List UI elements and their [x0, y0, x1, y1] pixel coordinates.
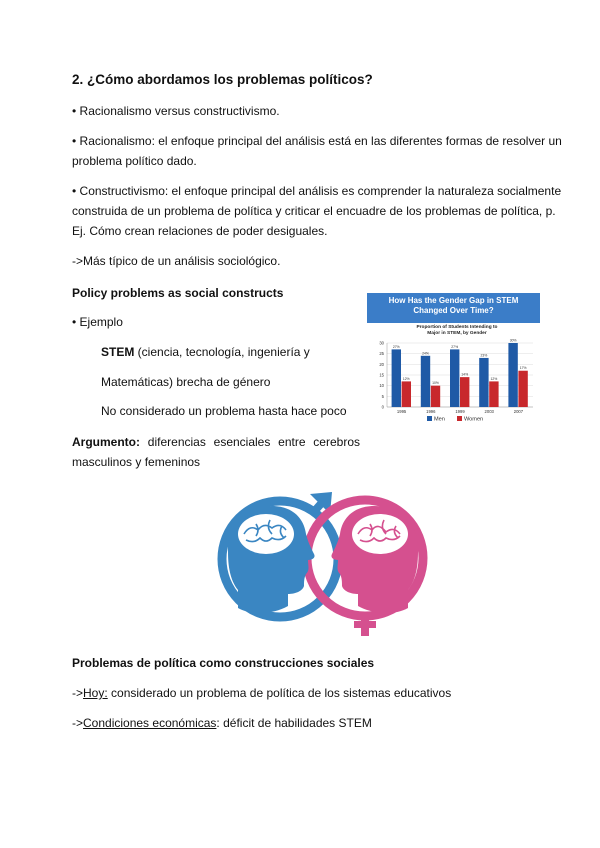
bullet-rationalism-line1: • Racionalismo: el enfoque principal del análisis está en las diferentes formas de resolver un [72, 134, 562, 148]
arrow-note: ->Más típico de un análisis sociológico. [72, 254, 281, 268]
bar-value-label: 27% [392, 344, 400, 349]
stem-label: STEM [101, 345, 135, 359]
bar-men [421, 356, 430, 407]
x-tick-label: 2003 [484, 409, 494, 414]
y-tick-label: 30 [379, 340, 384, 346]
bullet-rationalism-vs-constructivism: • Racionalismo versus constructivismo. [72, 104, 280, 118]
male-brain-icon [238, 514, 294, 554]
legend-label-women: Women [464, 416, 484, 423]
bar-value-label: 30% [509, 338, 517, 343]
bar-men [508, 343, 517, 407]
y-tick-label: 10 [379, 383, 384, 389]
bullet-example: • Ejemplo [72, 315, 123, 329]
economic-text: : déficit de habilidades STEM [216, 716, 372, 730]
chart-title-line1: Proportion of Students Intending to [416, 325, 498, 330]
bar-men [450, 349, 459, 407]
stem-line3: No considerado un problema hasta hace poco [101, 404, 347, 418]
bar-value-label: 12% [402, 376, 410, 381]
stem-line1 [101, 342, 310, 362]
y-tick-label: 15 [379, 372, 384, 378]
bar-value-label: 27% [451, 344, 459, 349]
today-line [72, 683, 451, 703]
legend-label-men: Men [434, 416, 445, 423]
bar-women [489, 381, 498, 407]
section2-title: Problemas de política como construcciones sociales [72, 656, 375, 670]
bar-men [479, 358, 488, 407]
subsection-title: Policy problems as social constructs [72, 286, 284, 300]
bar-men [392, 349, 401, 407]
x-tick-label: 1999 [455, 409, 465, 414]
stem-description: (ciencia, tecnología, ingeniería y [134, 345, 310, 359]
bar-value-label: 10% [432, 381, 439, 386]
infographic-header-line1: How Has the Gender Gap in STEM [388, 296, 519, 305]
y-tick-label: 25 [379, 351, 384, 357]
economic-prefix: -> [72, 716, 84, 730]
bar-value-label: 12% [490, 376, 498, 381]
argument-line2: masculinos y femeninos [72, 455, 201, 469]
y-tick-label: 0 [381, 404, 384, 410]
economic-line [72, 713, 372, 733]
infographic-header-text [367, 296, 540, 316]
bullet-constructivism-line1: • Constructivismo: el enfoque principal del análisis es comprender la naturaleza socialmente [72, 184, 562, 198]
bullet-constructivism-line2: construida de un problema de política y criticar el encuadre de los problemas de política, p. [72, 204, 556, 218]
bar-value-label: 14% [461, 372, 469, 377]
x-tick-label: 2007 [513, 409, 524, 414]
bullet-rationalism-line2: problema político dado. [72, 154, 197, 168]
argument-text: diferencias esenciales entre cerebros [140, 435, 360, 449]
today-prefix: -> [72, 686, 84, 700]
y-tick-label: 20 [379, 361, 384, 367]
bar-women [431, 386, 440, 407]
bar-women [518, 371, 527, 407]
legend-swatch-men [427, 416, 432, 421]
argument-label: Argumento: [72, 435, 140, 449]
stem-gender-gap-infographic [367, 293, 540, 427]
x-tick-label: 1996 [426, 409, 436, 414]
legend-swatch-women [457, 416, 462, 421]
bar-value-label: 17% [519, 366, 527, 371]
argument-line1 [72, 432, 360, 452]
stem-line2: Matemáticas) brecha de género [101, 375, 271, 389]
bar-value-label: 24% [422, 351, 429, 356]
gender-brains-illustration [200, 490, 450, 640]
bar-value-label: 23% [480, 353, 488, 358]
infographic-header [367, 293, 540, 323]
chart-title-line2: Major in STEM, by Gender [427, 331, 487, 336]
bar-women [460, 377, 469, 407]
today-label: Hoy: [83, 686, 108, 700]
infographic-header-line2: Changed Over Time? [413, 306, 494, 315]
stem-bar-chart [367, 323, 540, 427]
bullet-constructivism-line3: Ej. Cómo crean relaciones de poder desiguales. [72, 224, 328, 238]
today-text: considerado un problema de política de los sistemas educativos [107, 686, 452, 700]
y-tick-label: 5 [381, 393, 384, 399]
bar-women [402, 381, 411, 407]
female-brain-icon [352, 514, 408, 554]
x-tick-label: 1995 [396, 409, 407, 414]
economic-label: Condiciones económicas [83, 716, 217, 730]
section-heading: 2. ¿Cómo abordamos los problemas políticos? [72, 72, 373, 87]
